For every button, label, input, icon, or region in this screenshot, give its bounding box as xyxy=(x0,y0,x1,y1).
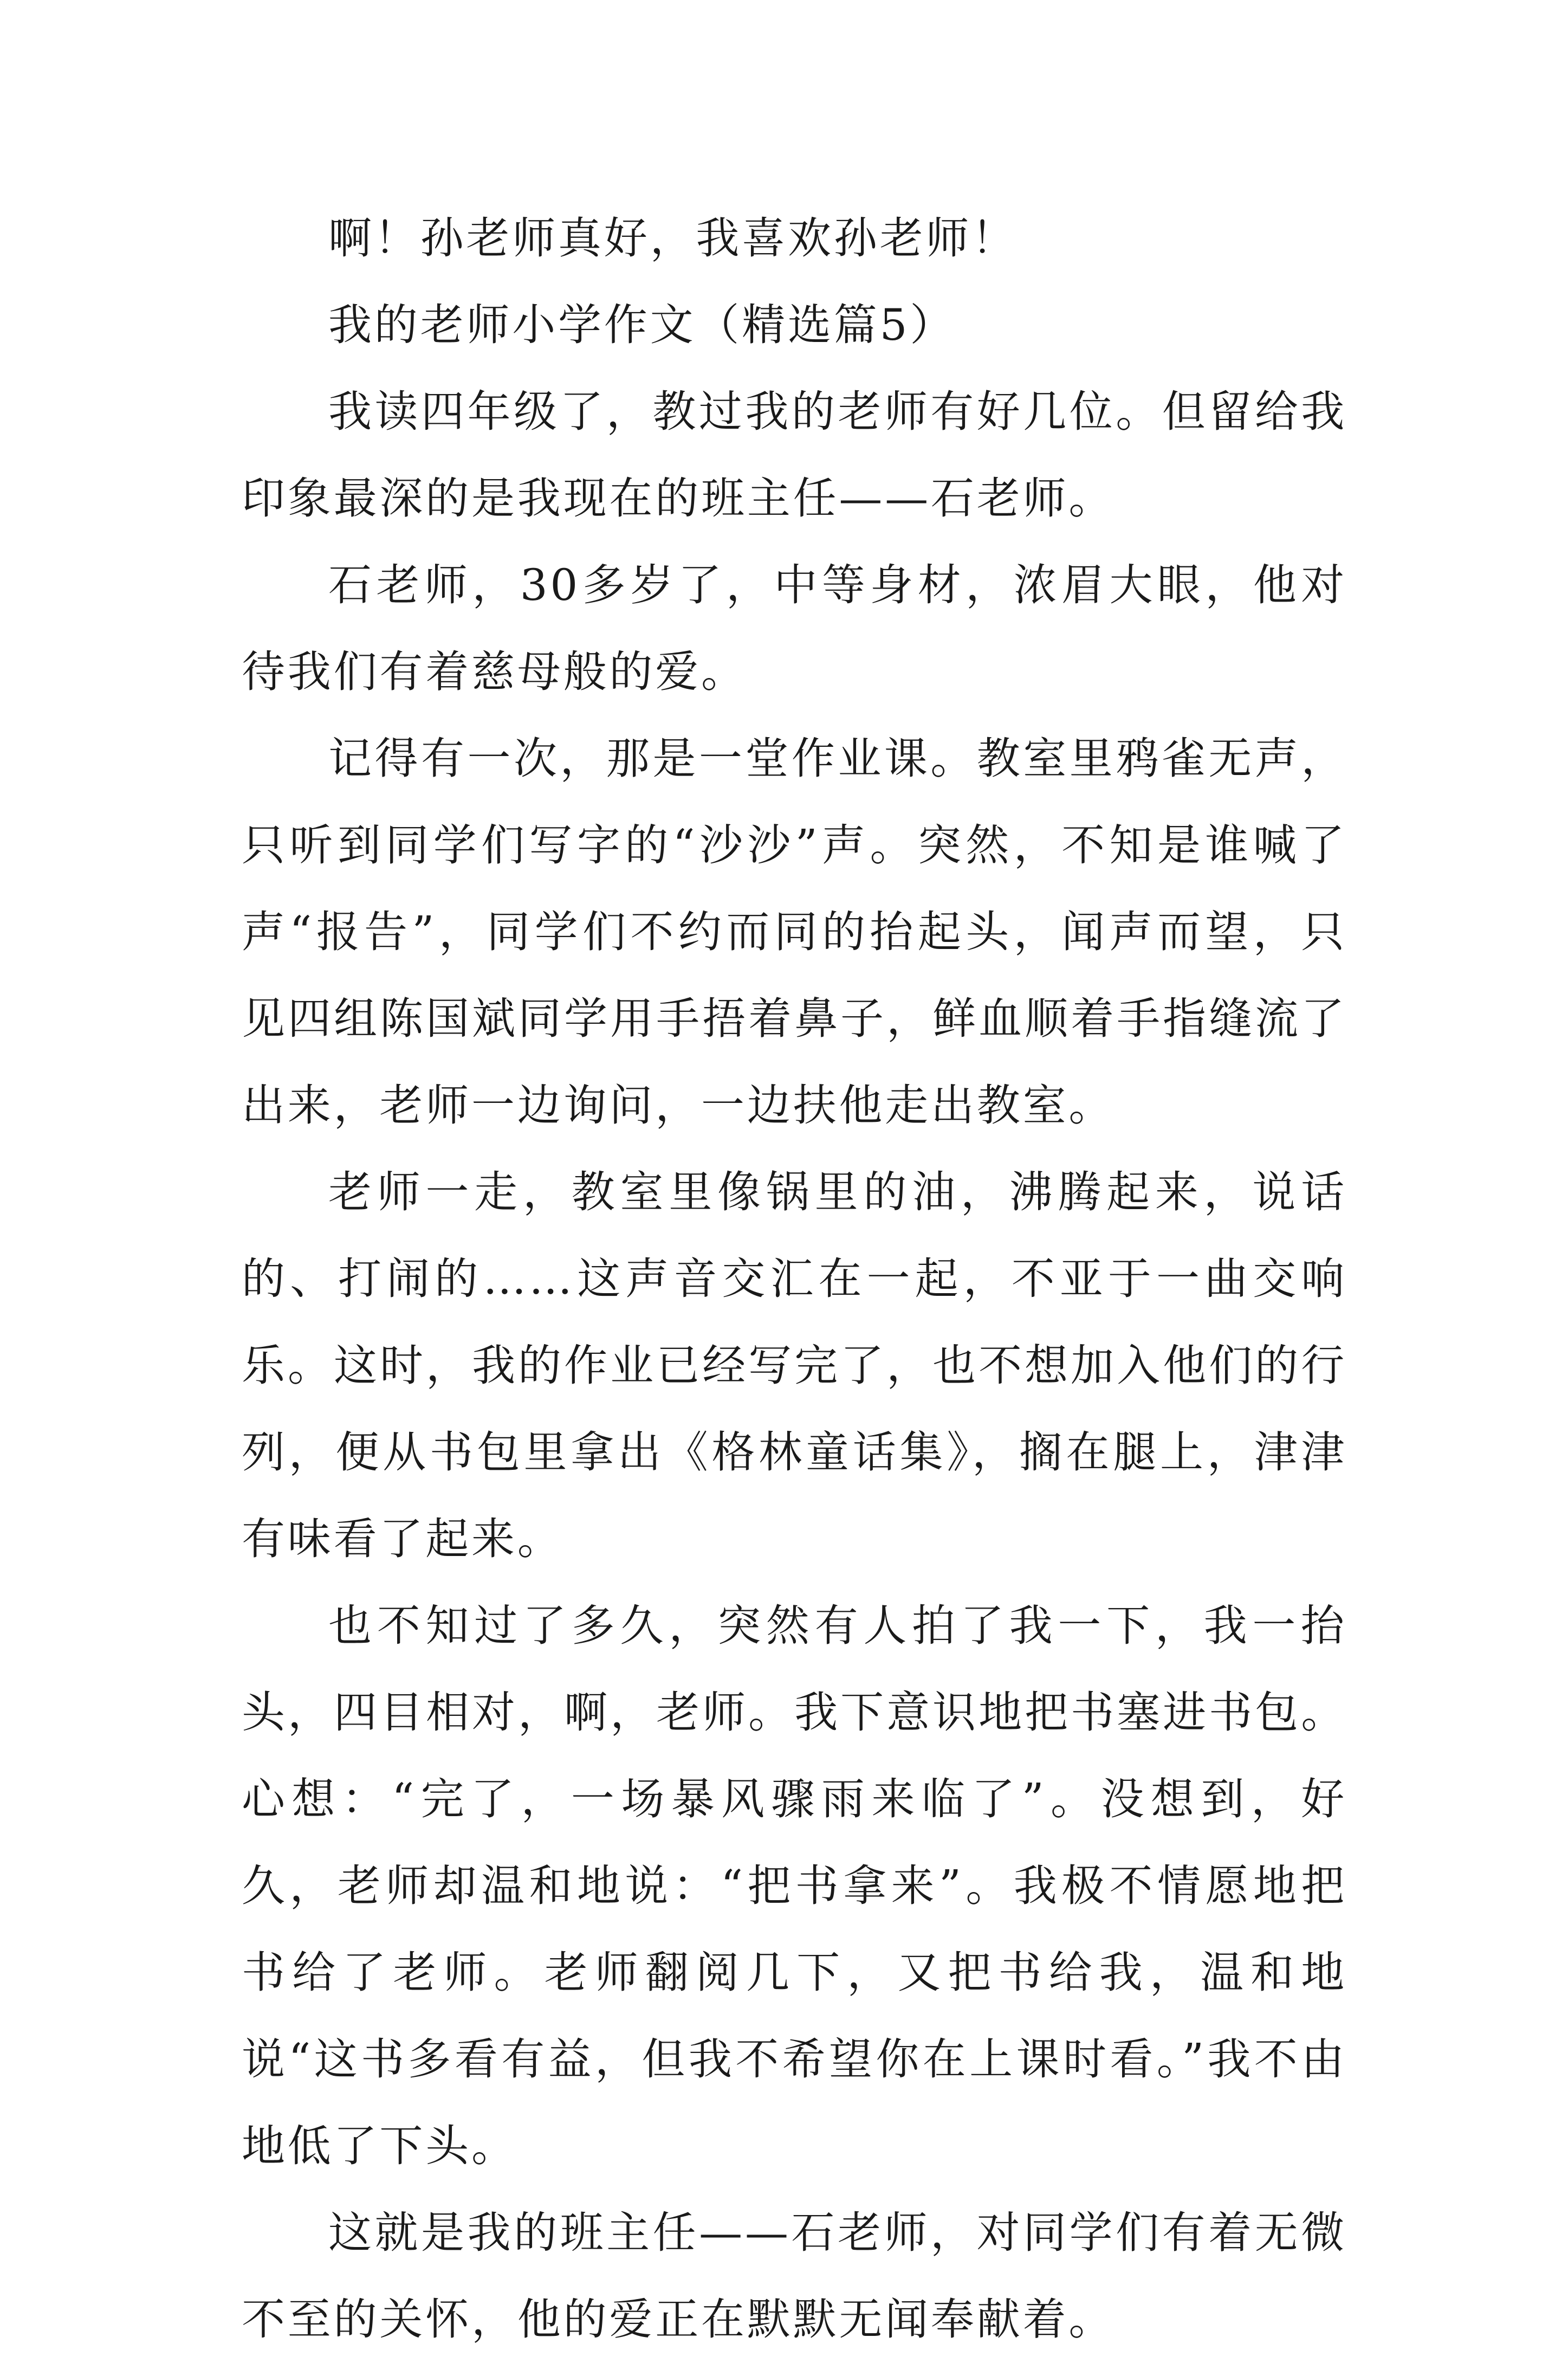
section-heading: 我的老师小学作文（精选篇5） xyxy=(328,300,956,350)
paragraph: 石老师，30多岁了，中等身材，浓眉大眼，他对待我们有着慈母般的爱。 xyxy=(242,560,1347,697)
paragraph: 记得有一次，那是一堂作业课。教室里鸦雀无声，只听到同学们写字的“沙沙”声。突然，不知是谁喊了声“报告”，同学们不约而同的抬起头，闻声而望，只见四组陈国斌同学用手捂着鼻子，鲜血顺着手指缝流了出来，老师一边询问，一边扶他走出教室。 xyxy=(242,733,1347,1131)
paragraph: 也不知过了多久，突然有人拍了我一下，我一抬头，四目相对，啊，老师。我下意识地把书塞进书包。心想：“完了，一场暴风骤雨来临了”。没想到，好久，老师却温和地说：“把书拿来”。我极不情愿地把书给了老师。老师翻阅几下，又把书给我，温和地说“这书多看有益，但我不希望你在上课时看。”我不由地低了下头。 xyxy=(242,1600,1347,2171)
paragraph: 老师一走，教室里像锅里的油，沸腾起来，说话的、打闹的……这声音交汇在一起，不亚于一曲交响乐。这时，我的作业已经写完了，也不想加入他们的行列，便从书包里拿出《格林童话集》，搁在腿上，津津有味看了起来。 xyxy=(242,1167,1347,1564)
paragraph: 我读四年级了，教过我的老师有好几位。但留给我印象最深的是我现在的班主任——石老师。 xyxy=(242,386,1347,524)
paragraph: 这就是我的班主任——石老师，对同学们有着无微不至的关怀，他的爱正在默默无闻奉献着。 xyxy=(242,2207,1347,2345)
closing-line: 啊！孙老师真好，我喜欢孙老师！ xyxy=(328,213,1018,263)
document-body xyxy=(242,195,1347,2363)
